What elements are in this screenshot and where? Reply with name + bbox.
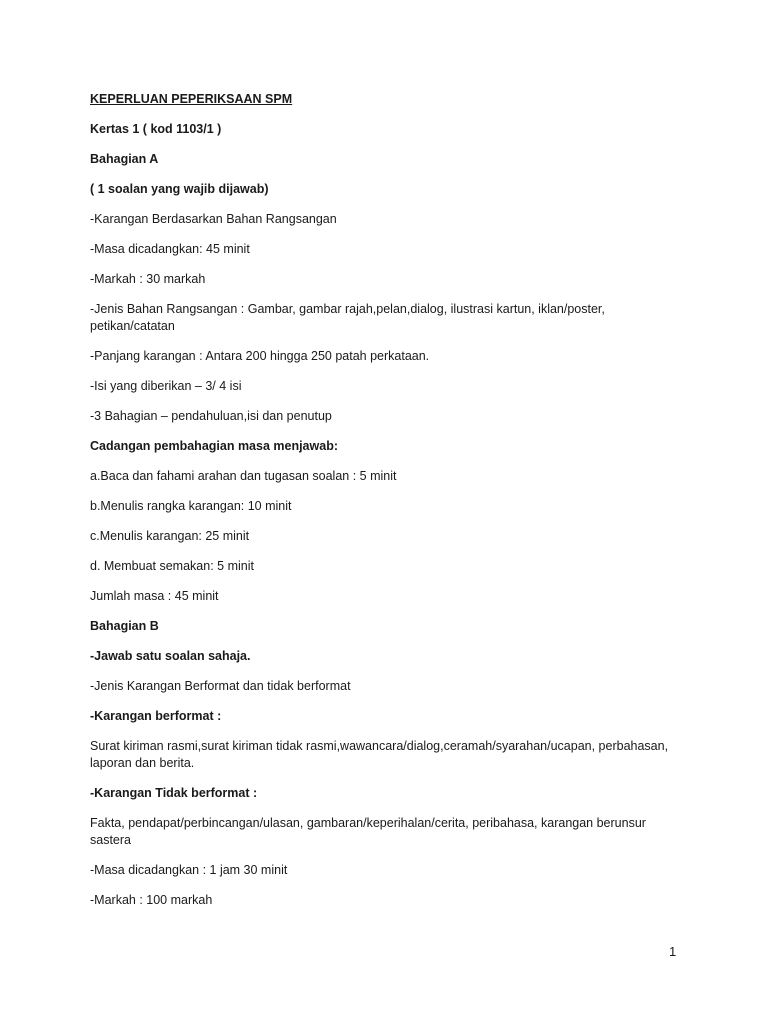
document-content bbox=[90, 91, 690, 922]
unformatted-essay-types: Fakta, pendapat/perbincangan/ulasan, gambaran/keperihalan/cerita, peribahasa, karangan berunsur sastera bbox=[90, 816, 646, 847]
section-b-heading: Bahagian B bbox=[90, 619, 159, 633]
unformatted-essay-heading: -Karangan Tidak berformat : bbox=[90, 786, 258, 800]
section-a-item: -Isi yang diberikan – 3/ 4 isi bbox=[90, 379, 242, 393]
section-b-time: -Masa dicadangkan : 1 jam 30 minit bbox=[90, 863, 288, 877]
section-a-item: -3 Bahagian – pendahuluan,isi dan penutup bbox=[90, 409, 332, 423]
time-allocation-item: d. Membuat semakan: 5 minit bbox=[90, 559, 254, 573]
section-a-item: -Panjang karangan : Antara 200 hingga 250 patah perkataan. bbox=[90, 349, 430, 363]
formatted-essay-types: Surat kiriman rasmi,surat kiriman tidak rasmi,wawancara/dialog,ceramah/syarahan/ucapan, perbahasan, laporan dan berita. bbox=[90, 739, 669, 770]
section-a-heading: Bahagian A bbox=[90, 152, 159, 166]
time-allocation-total: Jumlah masa : 45 minit bbox=[90, 589, 219, 603]
paper-code-line: Kertas 1 ( kod 1103/1 ) bbox=[90, 122, 222, 136]
page-number: 1 bbox=[669, 944, 677, 959]
time-allocation-item: a.Baca dan fahami arahan dan tugasan soalan : 5 minit bbox=[90, 469, 397, 483]
section-a-item: -Masa dicadangkan: 45 minit bbox=[90, 242, 250, 256]
section-a-note: ( 1 soalan yang wajib dijawab) bbox=[90, 182, 269, 196]
section-b-marks: -Markah : 100 markah bbox=[90, 893, 213, 907]
document-title: KEPERLUAN PEPERIKSAAN SPM bbox=[90, 92, 293, 106]
section-b-instruction: -Jawab satu soalan sahaja. bbox=[90, 649, 251, 663]
time-allocation-item: c.Menulis karangan: 25 minit bbox=[90, 529, 250, 543]
section-a-item: -Jenis Bahan Rangsangan : Gambar, gambar rajah,pelan,dialog, ilustrasi kartun, iklan/poster, petikan/catatan bbox=[90, 302, 605, 333]
section-a-item: -Markah : 30 markah bbox=[90, 272, 206, 286]
section-a-item: -Karangan Berdasarkan Bahan Rangsangan bbox=[90, 212, 337, 226]
section-b-item: -Jenis Karangan Berformat dan tidak berformat bbox=[90, 679, 351, 693]
formatted-essay-heading: -Karangan berformat : bbox=[90, 709, 222, 723]
time-allocation-heading: Cadangan pembahagian masa menjawab: bbox=[90, 439, 338, 453]
time-allocation-item: b.Menulis rangka karangan: 10 minit bbox=[90, 499, 292, 513]
